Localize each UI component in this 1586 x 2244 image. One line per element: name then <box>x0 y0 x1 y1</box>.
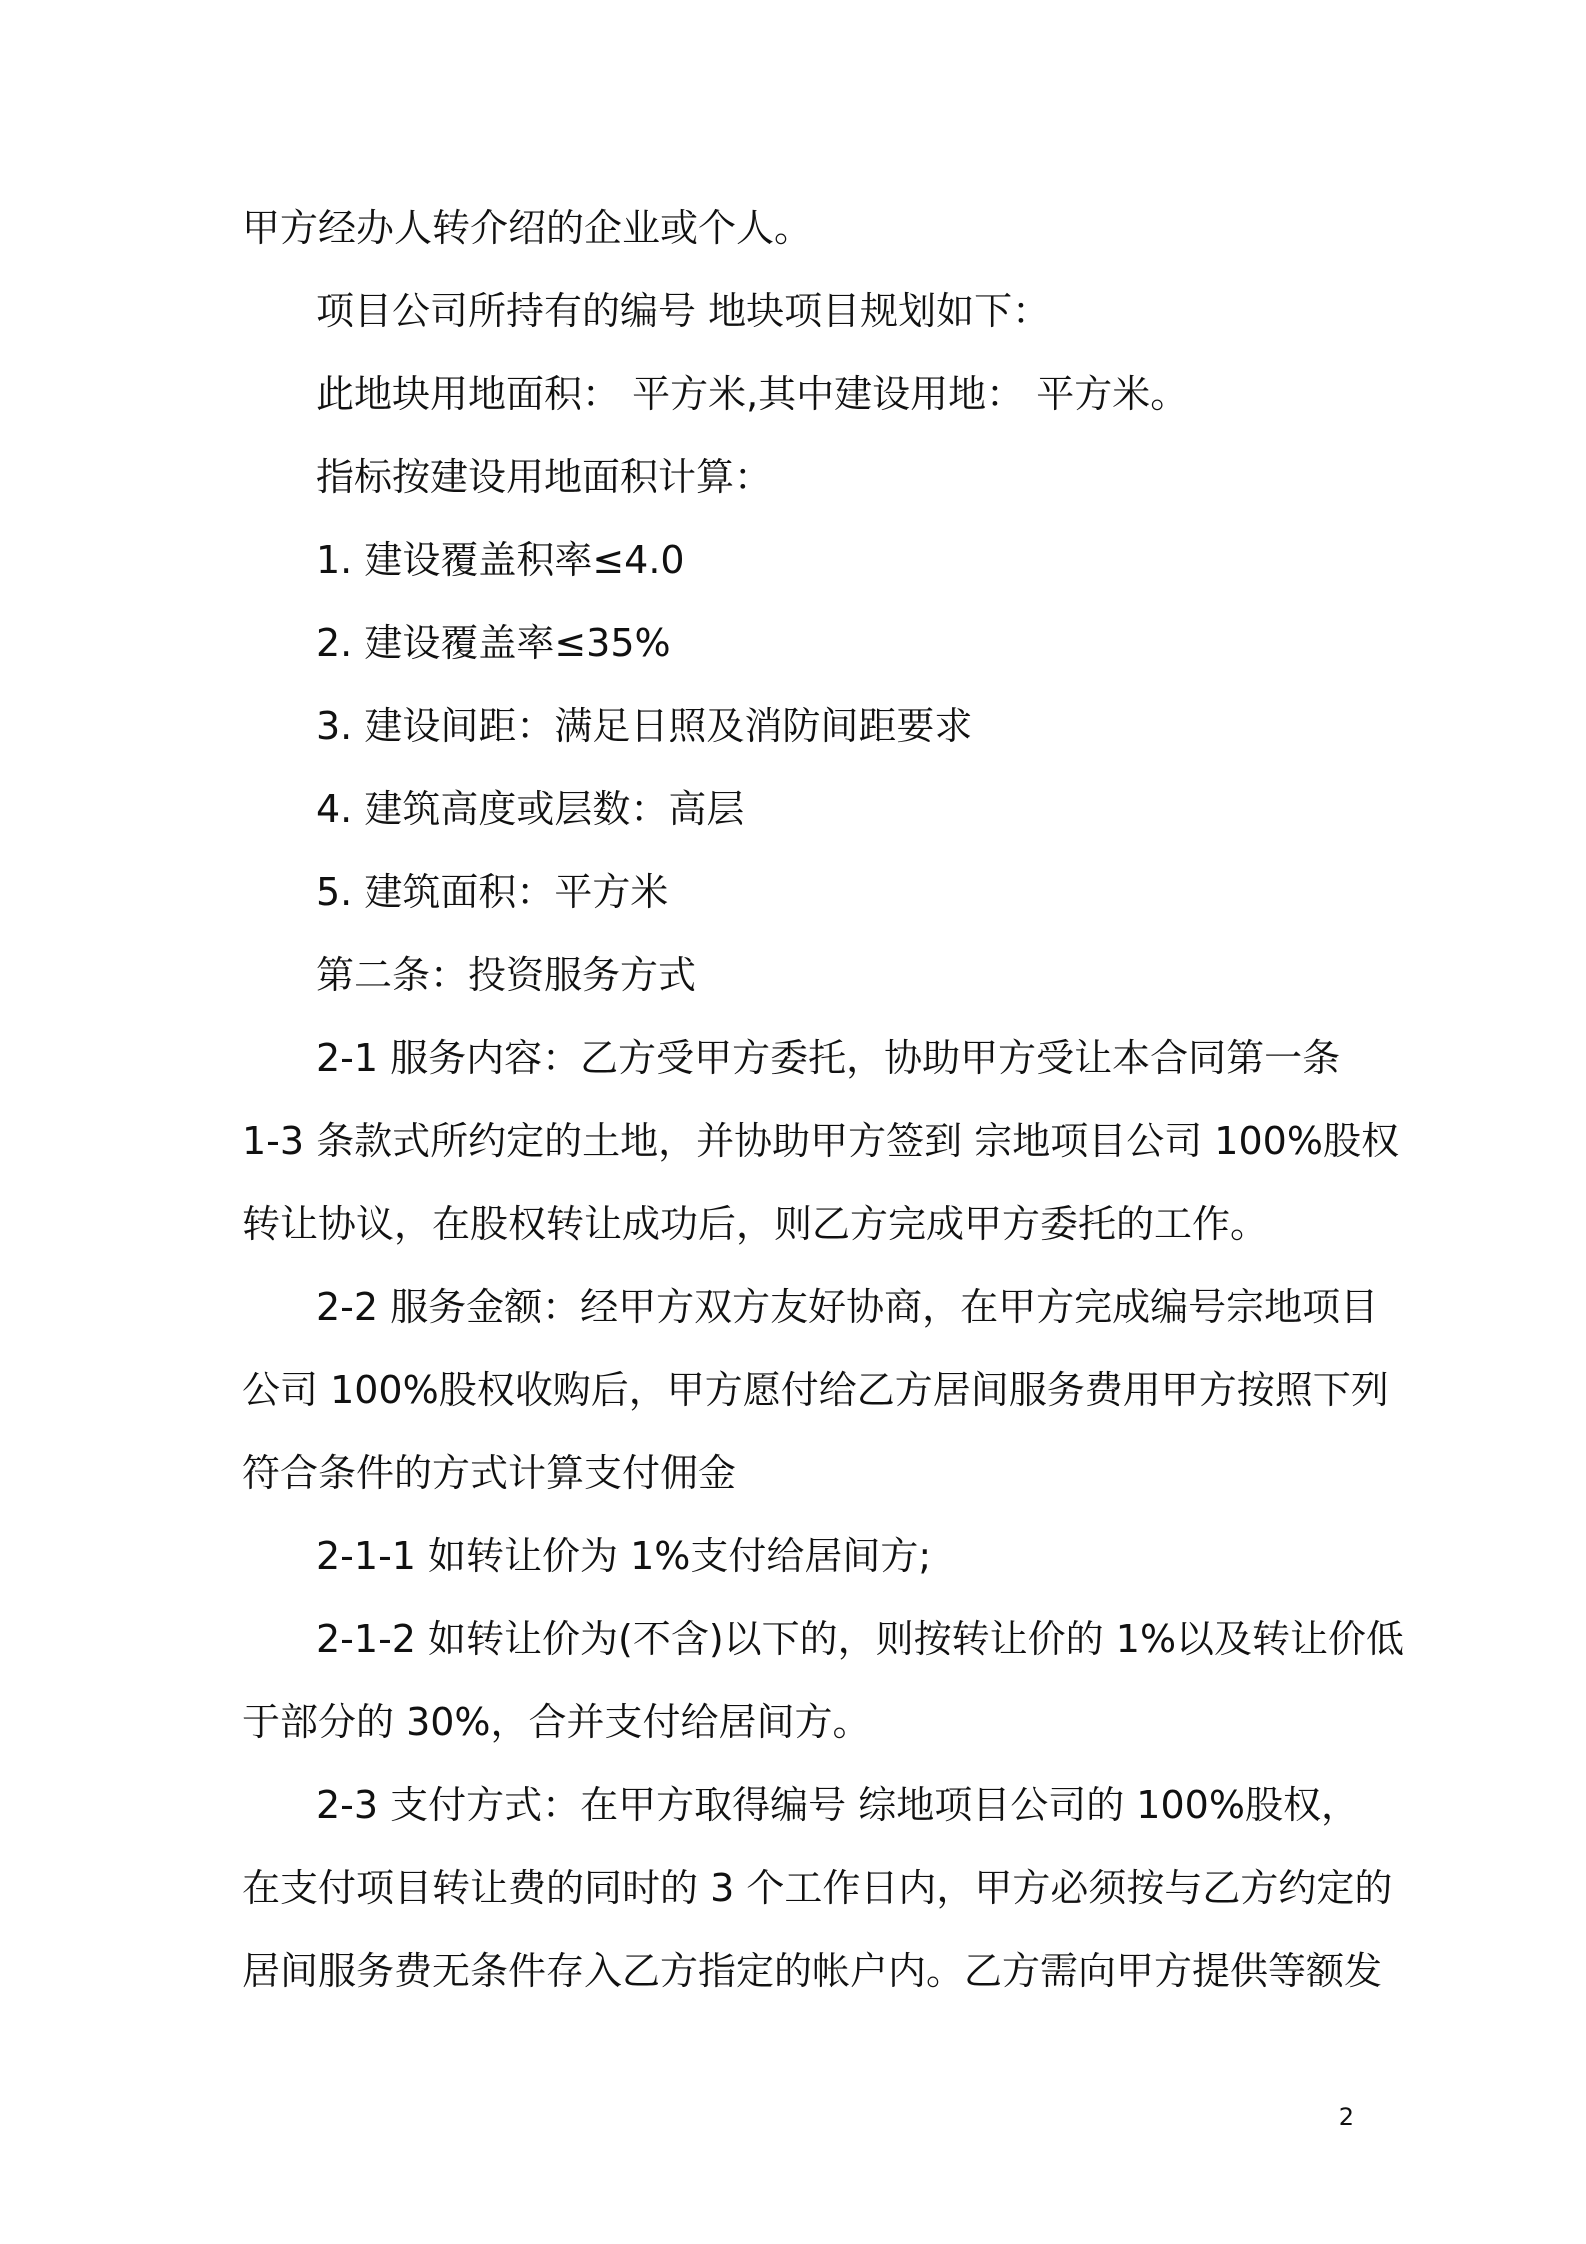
section-heading: 第二条：投资服务方式 <box>316 953 697 997</box>
list-item: 3. 建设间距：满足日照及消防间距要求 <box>316 704 973 748</box>
text-line: 公司 100%股权收购后，甲方愿付给乙方居间服务费用甲方按照下列 <box>242 1368 1389 1412</box>
text-line: 1-3 条款式所约定的土地，并协助甲方签到 宗地项目公司 100%股权 <box>242 1119 1399 1163</box>
text-line: 在支付项目转让费的同时的 3 个工作日内，甲方必须按与乙方约定的 <box>242 1866 1393 1910</box>
text-line: 符合条件的方式计算支付佣金 <box>242 1451 737 1495</box>
text-line: 2-1-1 如转让价为 1%支付给居间方; <box>316 1534 932 1578</box>
list-item: 4. 建筑高度或层数：高层 <box>316 787 745 831</box>
text-line: 甲方经办人转介绍的企业或个人。 <box>242 206 813 250</box>
text-line: 转让协议，在股权转让成功后，则乙方完成甲方委托的工作。 <box>242 1202 1269 1246</box>
text-line: 此地块用地面积： 平方米,其中建设用地： 平方米。 <box>316 372 1189 416</box>
page-number: 2 <box>1338 2103 1354 2131</box>
text-line: 于部分的 30%，合并支付给居间方。 <box>242 1700 871 1744</box>
text-line: 居间服务费无条件存入乙方指定的帐户内。乙方需向甲方提供等额发 <box>242 1949 1383 1993</box>
text-line: 2-1 服务内容：乙方受甲方委托，协助甲方受让本合同第一条 <box>316 1036 1341 1080</box>
text-line: 指标按建设用地面积计算： <box>316 455 773 499</box>
list-item: 1. 建设覆盖积率≤4.0 <box>316 538 685 582</box>
text-line: 2-2 服务金额：经甲方双方友好协商，在甲方完成编号宗地项目 <box>316 1285 1379 1329</box>
list-item: 2. 建设覆盖率≤35% <box>316 621 671 665</box>
text-line: 2-3 支付方式：在甲方取得编号 综地项目公司的 100%股权， <box>316 1783 1359 1827</box>
list-item: 5. 建筑面积：平方米 <box>316 870 669 914</box>
text-line: 项目公司所持有的编号 地块项目规划如下： <box>316 289 1051 333</box>
text-line: 2-1-2 如转让价为(不含)以下的，则按转让价的 1%以及转让价低 <box>316 1617 1405 1661</box>
